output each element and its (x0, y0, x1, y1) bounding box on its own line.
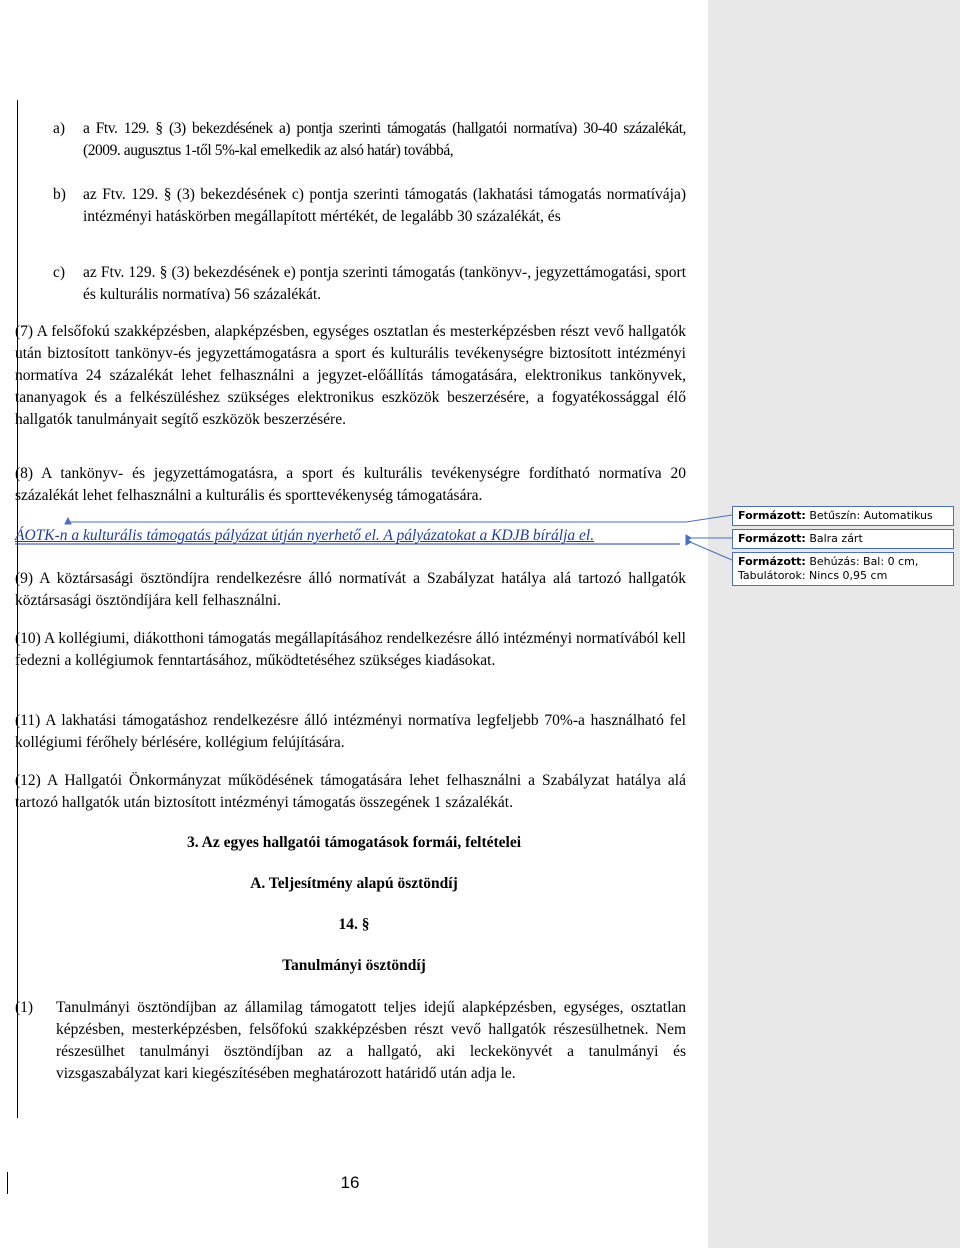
list-label-1: (1) (15, 999, 34, 1016)
subsection-heading: A. Teljesítmény alapú ösztöndíj (250, 875, 458, 892)
connector-line-3 (690, 542, 732, 560)
paragraph-8: (8) A tankönyv- és jegyzettámogatásra, a sport és kulturális tevékenységre fordítható normatíva 20 százalékát lehet felhasználni a kulturális és sporttevékenység támogatására. (15, 465, 686, 504)
paragraph-10: (10) A kollégiumi, diákotthoni támogatás megállapításához rendelkezésre álló intézményi normatívából kell fedezni a kollégiumok fenntartásához, működtetéséhez szükséges kiadásokat. (15, 630, 686, 669)
list-label-c: c) (53, 264, 66, 281)
comment-text-3: Behúzás: Bal: 0 cm, Tabulátorok: Nincs 0,95 cm (738, 555, 919, 582)
comment-title-2: Formázott: (738, 532, 806, 545)
comment-title-3: Formázott: (738, 555, 806, 568)
paragraph-12: (12) A Hallgatói Önkormányzat működésének támogatására lehet felhasználni a Szabályzat hatálya alá tartozó hallgatók után biztosított intézményi támogatás összegének 1 százalékát. (15, 772, 686, 811)
paragraph-11: (11) A lakhatási támogatáshoz rendelkezésre álló intézményi normatíva legfeljebb 70%-a használható fel kollégiumi férőhely bérlésére, kollégium felújítására. (15, 712, 686, 751)
comment-title-1: Formázott: (738, 509, 806, 522)
connector-line-1 (68, 515, 732, 522)
page-number: 16 (340, 1173, 360, 1192)
list-text-1: Tanulmányi ösztöndíjban az államilag támogatott teljes idejű alapképzésben, egységes, osztatlan képzésben, mesterképzésben, felsőfokú szakképzésben részt vevő hallgatók részesülhetnek. Nem részesülhet tanulmányi ösztöndíjban az a hallgató, aki leckekönyvét a tanulmányi és vizsgaszabályzat kari kiegészítésében meghatározott határidő után adja le. (56, 999, 686, 1082)
comment-text-1: Betűszín: Automatikus (809, 509, 933, 522)
title-heading: Tanulmányi ösztöndíj (282, 957, 426, 974)
list-label-b: b) (53, 186, 66, 203)
section-heading: 3. Az egyes hallgatói támogatások formái, feltételei (186, 834, 522, 851)
paragraph-7: (7) A felsőfokú szakképzésben, alapképzésben, egységes osztatlan és mesterképzésben részt vevő hallgatók után biztosított tankönyv-és jegyzettámogatásra a sport és kulturális tevékenységre biztosított intézményi normatíva 24 százalékát lehet felhasználni a jegyzet-előállítás támogatására, elektronikus tankönyvek, tananyagok és a felkészüléshez szükséges elektronikus eszközök beszerzésére, a fogyatékossággal élő hallgatók tanulmányait segítő eszközök beszerzésére. (15, 323, 686, 428)
connector-arrow-1 (65, 518, 71, 524)
list-text-c: az Ftv. 129. § (3) bekezdésének e) pontja szerinti támogatás (tankönyv-, jegyzettámogatási, sport és kulturális normatíva) 56 százalékát. (83, 264, 686, 303)
list-label-a: a) (53, 120, 66, 137)
comment-text-2: Balra zárt (809, 532, 863, 545)
paragraph-9: (9) A köztársasági ösztöndíjra rendelkezésre álló normatívát a Szabályzat hatálya alá tartozó hallgatók köztársasági ösztöndíjára kell felhasználni. (15, 570, 686, 609)
list-text-a: a Ftv. 129. § (3) bekezdésének a) pontja szerinti támogatás (hallgatói normatíva) 30-40 százalékát, (2009. augusztus 1-től 5%-kal emelkedik az alsó határ) továbbá, (83, 120, 686, 159)
list-text-b: az Ftv. 129. § (3) bekezdésének c) pontja szerinti támogatás (lakhatási támogatás normatívája) intézményi hatáskörben megállapított mértékét, de legalább 30 százalékát, és (83, 186, 686, 225)
paragraph-number-heading: 14. § (338, 916, 370, 933)
inserted-text[interactable]: ÁOTK-n a kulturális támogatás pályázat útján nyerhető el. A pályázatokat a KDJB bírálja el. (15, 527, 595, 544)
